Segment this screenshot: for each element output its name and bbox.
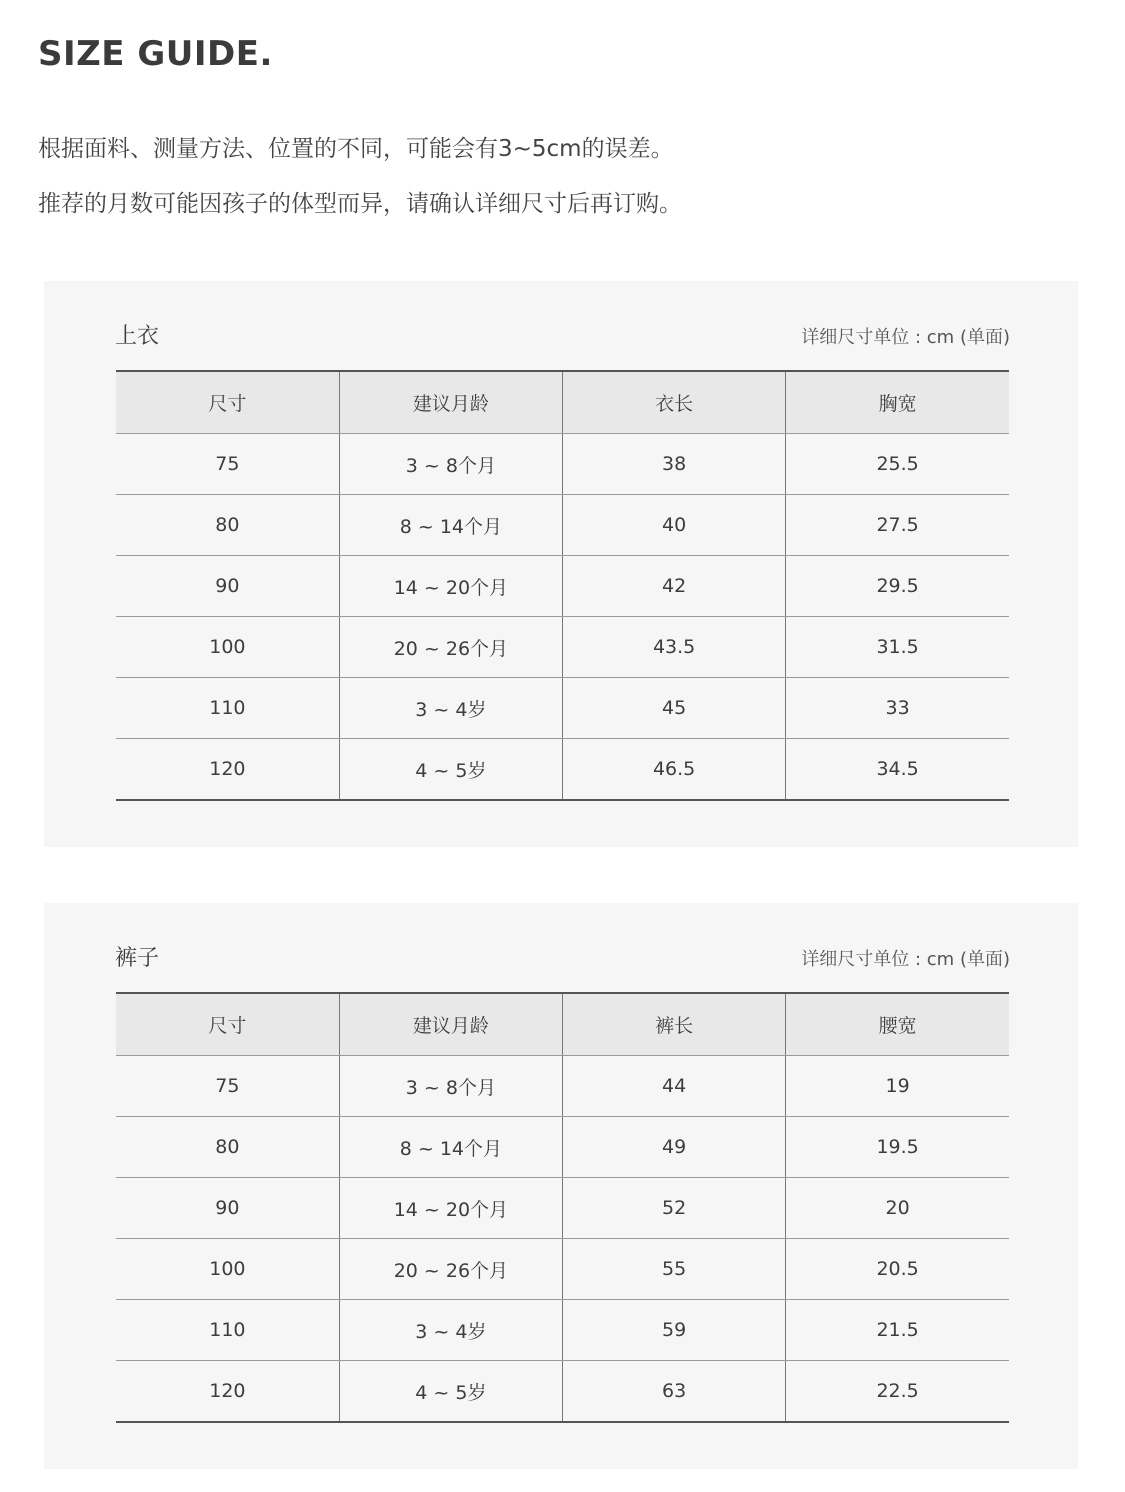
table-header-row — [116, 371, 1009, 434]
table-cell: 49 — [563, 1117, 786, 1178]
table-cell: 22.5 — [786, 1361, 1009, 1423]
table-row — [116, 1361, 1009, 1423]
table-cell: 45 — [563, 678, 786, 739]
header-cell: 腰宽 — [786, 993, 1009, 1056]
table-cell: 3 ~ 4岁 — [339, 678, 562, 739]
table-cell: 14 ~ 20个月 — [339, 1178, 562, 1239]
page-title: SIZE GUIDE. — [38, 34, 273, 74]
tops-section-title: 上衣 — [115, 324, 160, 349]
table-cell: 20 ~ 26个月 — [339, 617, 562, 678]
header-cell: 尺寸 — [116, 993, 339, 1056]
table-cell: 20.5 — [786, 1239, 1009, 1300]
tops-unit-note: 详细尺寸单位 : cm (单面) — [801, 327, 1010, 348]
table-cell: 100 — [116, 1239, 339, 1300]
table-header-row — [116, 993, 1009, 1056]
table-cell: 34.5 — [786, 739, 1009, 801]
table-cell: 42 — [563, 556, 786, 617]
table-cell: 31.5 — [786, 617, 1009, 678]
table-cell: 40 — [563, 495, 786, 556]
header-cell: 衣长 — [563, 371, 786, 434]
table-row — [116, 1300, 1009, 1361]
table-cell: 44 — [563, 1056, 786, 1117]
table-cell: 80 — [116, 495, 339, 556]
table-cell: 43.5 — [563, 617, 786, 678]
table-cell: 25.5 — [786, 434, 1009, 495]
pants-unit-note: 详细尺寸单位 : cm (单面) — [801, 949, 1010, 970]
table-cell: 46.5 — [563, 739, 786, 801]
table-row — [116, 678, 1009, 739]
table-cell: 20 — [786, 1178, 1009, 1239]
table-row — [116, 495, 1009, 556]
pants-section-title: 裤子 — [115, 946, 160, 971]
header-cell: 建议月龄 — [339, 371, 562, 434]
table-cell: 100 — [116, 617, 339, 678]
table-cell: 63 — [563, 1361, 786, 1423]
pants-size-panel — [44, 903, 1078, 1469]
table-cell: 75 — [116, 434, 339, 495]
table-cell: 20 ~ 26个月 — [339, 1239, 562, 1300]
table-row — [116, 434, 1009, 495]
header-cell: 胸宽 — [786, 371, 1009, 434]
table-cell: 19.5 — [786, 1117, 1009, 1178]
table-cell: 120 — [116, 739, 339, 801]
table-cell: 27.5 — [786, 495, 1009, 556]
table-cell: 14 ~ 20个月 — [339, 556, 562, 617]
table-cell: 110 — [116, 1300, 339, 1361]
table-row — [116, 556, 1009, 617]
note-size-recommendation: 推荐的月数可能因孩子的体型而异，请确认详细尺寸后再订购。 — [38, 191, 682, 217]
table-cell: 90 — [116, 1178, 339, 1239]
table-cell: 33 — [786, 678, 1009, 739]
table-cell: 90 — [116, 556, 339, 617]
header-cell: 裤长 — [563, 993, 786, 1056]
note-measurement-error: 根据面料、测量方法、位置的不同，可能会有3~5cm的误差。 — [38, 136, 674, 162]
table-cell: 8 ~ 14个月 — [339, 1117, 562, 1178]
table-cell: 52 — [563, 1178, 786, 1239]
table-row — [116, 739, 1009, 801]
table-cell: 110 — [116, 678, 339, 739]
table-cell: 4 ~ 5岁 — [339, 1361, 562, 1423]
table-cell: 120 — [116, 1361, 339, 1423]
tops-panel-header — [115, 319, 1010, 350]
table-cell: 59 — [563, 1300, 786, 1361]
table-cell: 4 ~ 5岁 — [339, 739, 562, 801]
table-cell: 75 — [116, 1056, 339, 1117]
table-row — [116, 1178, 1009, 1239]
table-row — [116, 1117, 1009, 1178]
header-cell: 建议月龄 — [339, 993, 562, 1056]
table-cell: 80 — [116, 1117, 339, 1178]
table-row — [116, 617, 1009, 678]
table-cell: 38 — [563, 434, 786, 495]
pants-size-table — [116, 992, 1009, 1423]
table-row — [116, 1056, 1009, 1117]
table-cell: 29.5 — [786, 556, 1009, 617]
pants-panel-header — [115, 941, 1010, 972]
table-cell: 3 ~ 8个月 — [339, 434, 562, 495]
tops-size-table — [116, 370, 1009, 801]
table-cell: 55 — [563, 1239, 786, 1300]
header-cell: 尺寸 — [116, 371, 339, 434]
table-cell: 3 ~ 4岁 — [339, 1300, 562, 1361]
table-cell: 21.5 — [786, 1300, 1009, 1361]
tops-size-panel — [44, 281, 1078, 847]
table-cell: 19 — [786, 1056, 1009, 1117]
table-cell: 8 ~ 14个月 — [339, 495, 562, 556]
table-row — [116, 1239, 1009, 1300]
table-cell: 3 ~ 8个月 — [339, 1056, 562, 1117]
